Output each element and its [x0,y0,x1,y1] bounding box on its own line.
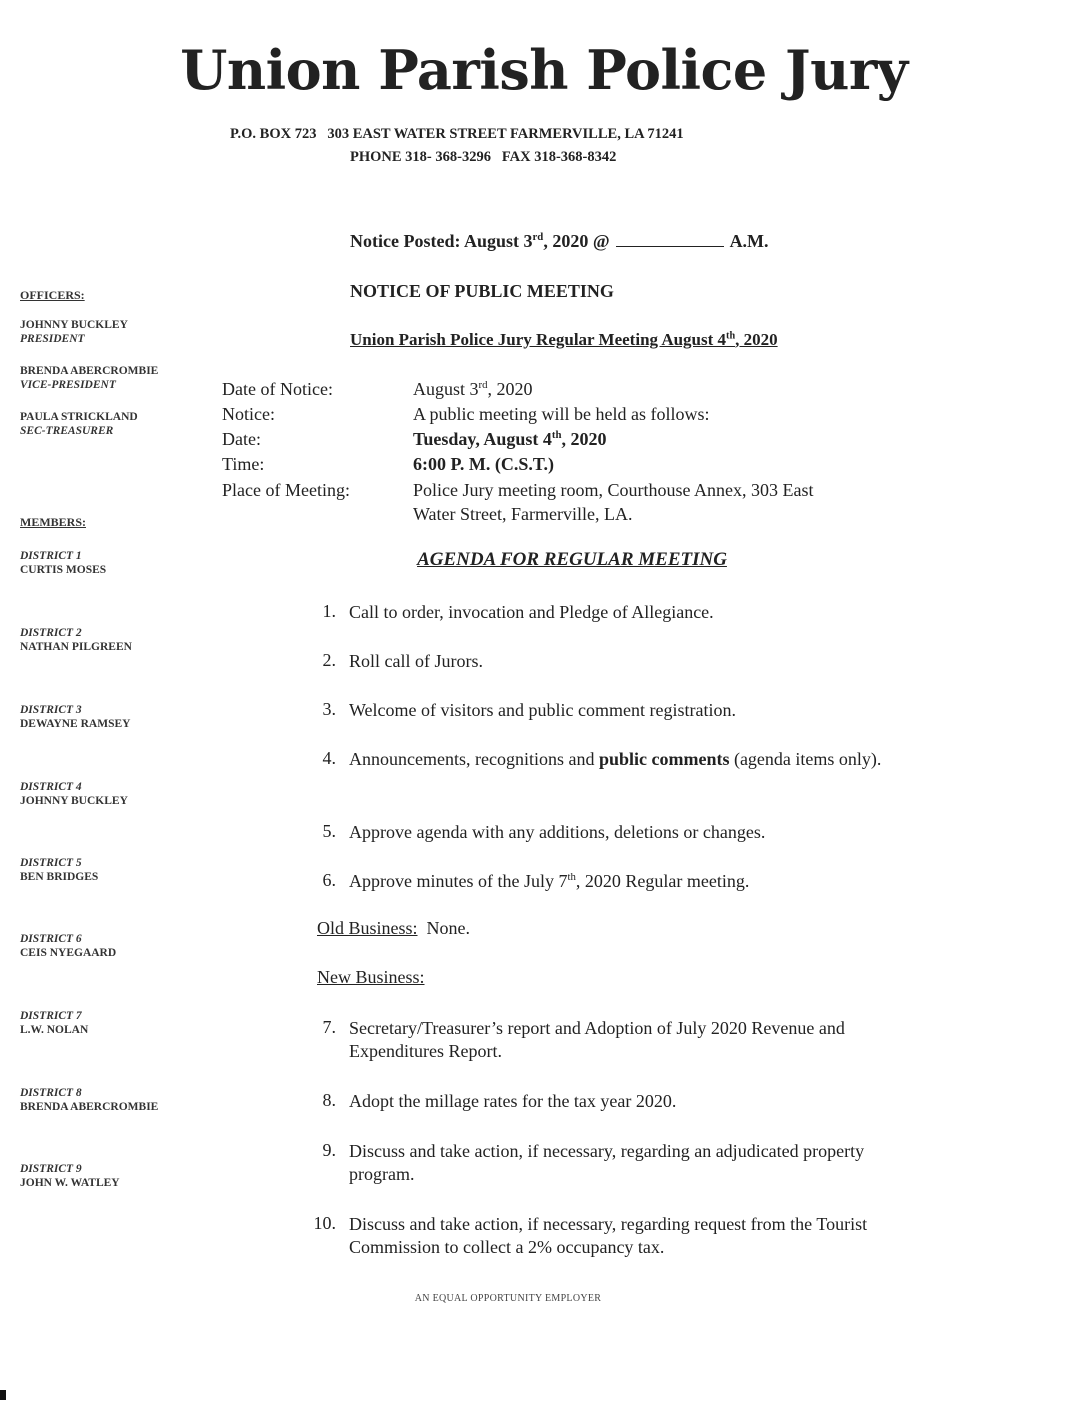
item4-pre: Announcements, recognitions and [349,749,599,769]
agenda-heading: AGENDA FOR REGULAR MEETING [417,549,727,570]
member-district: DISTRICT 3 [20,704,82,716]
address-line: P.O. BOX 723 303 EAST WATER STREET FARMERVILLE, LA 71241 [230,126,684,142]
officer-role: PRESIDENT [20,333,85,345]
member-name: NATHAN PILGREEN [20,641,132,653]
agenda-item: Approve agenda with any additions, deletions or changes. [349,822,766,842]
item4-post: (agenda items only). [729,749,882,769]
agenda-item: Adopt the millage rates for the tax year 2020. [349,1091,677,1111]
item-number: 10. [313,1213,336,1233]
date-of-notice-prefix: August 3 [413,379,479,399]
time-blank-line [616,231,724,247]
notice-posted-sup: rd [532,231,544,243]
date-sup: th [551,429,562,441]
place-line2: Water Street, Farmerville, LA. [413,504,633,524]
members-heading: MEMBERS: [20,515,86,529]
item6-sup: th [567,871,576,883]
officer-name: JOHNNY BUCKLEY [20,319,128,331]
member-district: DISTRICT 8 [20,1087,82,1099]
place-line1: Police Jury meeting room, Courthouse Annex, 303 East [413,480,814,500]
notice-posted-prefix: Notice Posted: August 3 [350,231,533,251]
time-value: 6:00 P. M. (C.S.T.) [413,454,554,474]
agenda-item [349,748,929,771]
date-label: Date: [222,429,261,449]
item6-pre: Approve minutes of the July 7 [349,871,568,891]
notice-label: Notice: [222,404,275,424]
date-of-notice-label: Date of Notice: [222,379,333,399]
member-name: DEWAYNE RAMSEY [20,718,131,730]
item-number: 2. [322,650,336,670]
footer-eoe: AN EQUAL OPPORTUNITY EMPLOYER [414,1293,602,1304]
meeting-title-suffix: , 2020 [735,330,778,349]
place-label: Place of Meeting: [222,480,350,500]
date-prefix: Tuesday, August 4 [413,429,552,449]
officers-heading: OFFICERS: [20,288,85,302]
agenda-item: Roll call of Jurors. [349,651,483,671]
notice-posted-middle: , 2020 @ [543,231,610,251]
date-of-notice-sup: rd [478,379,488,391]
phone-fax-line: PHONE 318- 368-3296 FAX 318-368-8342 [350,149,617,165]
member-name: CURTIS MOSES [20,564,107,576]
time-label: Time: [222,454,265,474]
member-district: DISTRICT 5 [20,857,82,869]
member-district: DISTRICT 9 [20,1163,82,1175]
notice-heading: NOTICE OF PUBLIC MEETING [350,281,614,301]
old-business [317,918,470,939]
notice-value: A public meeting will be held as follows: [413,404,710,424]
member-district: DISTRICT 7 [20,1010,82,1022]
agenda-item: Call to order, invocation and Pledge of Allegiance. [349,602,714,622]
item-number: 8. [322,1090,336,1110]
notice-posted-suffix: A.M. [729,231,769,251]
agenda-item: Welcome of visitors and public comment registration. [349,700,736,720]
officer-role: VICE-PRESIDENT [20,379,116,391]
notice-posted [350,231,769,252]
date-of-notice-suffix: , 2020 [487,379,533,399]
item-number: 1. [322,601,336,621]
date-value [413,429,607,450]
meeting-title-prefix: Union Parish Police Jury Regular Meeting August 4 [350,330,727,349]
scan-mark [0,1390,6,1400]
member-name: CEIS NYEGAARD [20,947,117,959]
officer-role: SEC-TREASURER [20,425,114,437]
officer-name: PAULA STRICKLAND [20,411,138,423]
meeting-title-sup: th [726,330,736,342]
new-business-label: New Business: [317,967,425,987]
date-suffix: , 2020 [561,429,607,449]
member-district: DISTRICT 6 [20,933,82,945]
member-district: DISTRICT 2 [20,627,82,639]
member-name: BEN BRIDGES [20,871,99,883]
member-name: JOHNNY BUCKLEY [20,795,128,807]
item6-post: , 2020 Regular meeting. [575,871,750,891]
member-district: DISTRICT 4 [20,781,82,793]
item-number: 5. [322,821,336,841]
agenda-item [349,870,939,893]
date-of-notice-value [413,379,533,400]
organization-title: Union Parish Police Jury [180,38,908,102]
member-name: BRENDA ABERCROMBIE [20,1101,159,1113]
item-number: 4. [322,748,336,768]
old-business-label: Old Business: [317,918,418,938]
item-number: 6. [322,870,336,890]
old-business-value: None. [426,918,471,938]
item-number: 9. [322,1140,336,1160]
officer-name: BRENDA ABERCROMBIE [20,365,159,377]
member-district: DISTRICT 1 [20,550,82,562]
item-number: 3. [322,699,336,719]
public-comments-emphasis: public comments [598,749,730,769]
member-name: JOHN W. WATLEY [20,1177,120,1189]
item-number: 7. [322,1017,336,1037]
meeting-title [350,330,778,350]
member-name: L.W. NOLAN [20,1024,89,1036]
agenda-item: Discuss and take action, if necessary, regarding an adjudicated property program. [349,1141,865,1184]
agenda-item: Discuss and take action, if necessary, regarding request from the Tourist Commission to collect a 2% occupancy tax. [349,1214,868,1257]
agenda-item: Secretary/Treasurer’s report and Adoption of July 2020 Revenue and Expenditures Report. [349,1018,845,1061]
